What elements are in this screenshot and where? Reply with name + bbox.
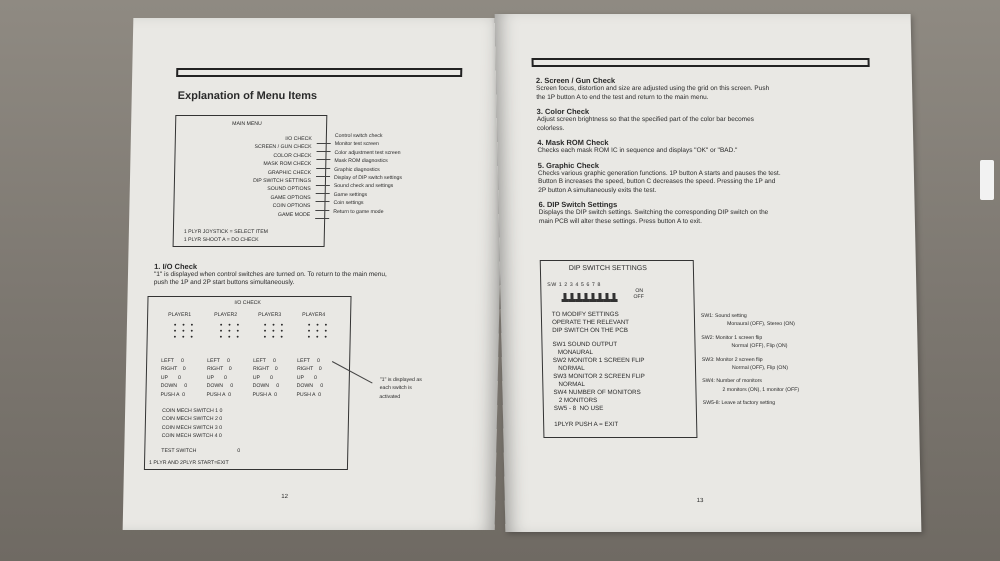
dip-exit-text: 1PLYR PUSH A = EXIT xyxy=(554,421,619,428)
menu-description: Coin settings xyxy=(333,200,364,207)
player-label: PLAYER4 xyxy=(302,312,326,318)
io-rows-p3: LEFT 0 RIGHT 0 UP 0 DOWN 0 PUSH A 0 xyxy=(252,358,280,398)
menu-item: COIN OPTIONS xyxy=(272,203,311,210)
main-menu-title: MAIN MENU xyxy=(232,121,262,127)
main-menu-footer-2: 1 PLYR SHOOT A = DO CHECK xyxy=(183,237,259,243)
menu-item: GRAPHIC CHECK xyxy=(267,169,312,176)
io-rows-p1: LEFT 0 RIGHT 0 UP 0 DOWN 0 PUSH A 0 xyxy=(160,358,188,398)
section-heading: 5. Graphic Check xyxy=(537,160,600,170)
section-line: the 1P button A to end the test and return to the main menu. xyxy=(536,93,709,101)
section-line: Adjust screen brightness so that the specified part of the color bar becomes xyxy=(536,116,755,123)
section-line: Checks various graphic generation functions. 1P button A starts and pauses the test. xyxy=(537,169,781,177)
header-bar xyxy=(531,58,869,67)
menu-item: COLOR CHECK xyxy=(273,152,312,159)
menu-description: Mask ROM diagnostics xyxy=(334,158,388,165)
section-heading: 3. Color Check xyxy=(536,107,590,116)
dip-off-label: OFF xyxy=(633,294,644,300)
section-line: colorless. xyxy=(536,124,565,132)
menu-descriptions xyxy=(333,132,403,216)
section-line: Screen focus, distortion and size are adjusted using the grid on this screen. Push xyxy=(536,85,770,92)
section-heading: 6. DIP Switch Settings xyxy=(538,200,618,209)
section-line: Checks each mask ROM IC in sequence and displays "OK" or "BAD." xyxy=(537,147,738,154)
io-annotation: "1" is displayed as each switch is activated xyxy=(379,377,422,400)
menu-item: MASK ROM CHECK xyxy=(263,161,312,168)
left-page xyxy=(123,18,506,530)
test-switch-label: TEST SWITCH xyxy=(161,448,197,454)
player-label: PLAYER1 xyxy=(168,312,192,318)
leader-lines xyxy=(315,139,331,223)
menu-item: GAME OPTIONS xyxy=(270,194,311,201)
menu-item: SOUND OPTIONS xyxy=(267,186,311,193)
main-menu-footer-1: 1 PLYR JOYSTICK = SELECT ITEM xyxy=(183,229,269,235)
section-line: Displays the DIP switch settings. Switching the corresponding DIP switch on the xyxy=(538,209,769,216)
section xyxy=(538,200,781,226)
dots-p4: • • • • • • • • • xyxy=(307,322,330,341)
player-label: PLAYER2 xyxy=(214,312,238,318)
section-line: main PCB will alter these settings. Press button A to exit. xyxy=(538,217,702,225)
dip-modify-text: TO MODIFY SETTINGS OPERATE THE RELEVANT DIP SWITCH ON THE PCB xyxy=(551,311,630,334)
menu-item: SCREEN / GUN CHECK xyxy=(254,144,312,151)
dip-sw-label: SW 1 2 3 4 5 6 7 8 xyxy=(547,282,602,288)
section xyxy=(537,138,780,156)
menu-item: I/O CHECK xyxy=(285,136,312,142)
menu-description: Sound check and settings xyxy=(333,183,394,190)
menu-description: Monitor test screen xyxy=(334,141,379,148)
section-line: 2P button A simultaneously exits the test. xyxy=(538,186,657,194)
section xyxy=(536,76,779,102)
bookmark-tab xyxy=(980,160,994,200)
dip-switch-box xyxy=(540,260,698,438)
right-page xyxy=(495,14,922,532)
header-bar xyxy=(176,68,462,77)
menu-description: Display of DIP switch settings xyxy=(333,175,403,182)
io-check-text-2: push the 1P and 2P start buttons simultaneously. xyxy=(153,279,295,286)
io-check-text-1: "1" is displayed when control switches are turned on. To return to the main menu, xyxy=(153,271,387,278)
page-number-right: 13 xyxy=(696,498,704,504)
io-exit-text: 1 PLYR AND 2PLYR START=EXIT xyxy=(148,460,229,466)
section-line: Button B increases the speed, button C decreases the speed. Pressing the 1P and xyxy=(538,178,776,185)
section-title: Explanation of Menu Items xyxy=(177,90,318,102)
page-number-left: 12 xyxy=(281,494,289,500)
dip-settings-list: SW1 SOUND OUTPUT MONAURAL SW2 MONITOR 1 SCREEN FLIP NORMAL SW3 MONITOR 2 SCREEN FLIP NORMAL SW4 NUMBER OF MONITORS 2 MONITORS SW5 - 8 NO USE xyxy=(552,341,645,412)
dip-note: SW2: Monitor 1 screen flip Normal (OFF), Flip (ON) xyxy=(701,334,788,350)
menu-description: Color adjustment test screen xyxy=(334,149,401,156)
io-check-box xyxy=(144,296,352,470)
menu-description: Graphic diagnostics xyxy=(334,166,380,173)
right-sections xyxy=(536,76,782,226)
dip-note: SW4: Number of monitors 2 monitors (ON), 1 monitor (OFF) xyxy=(702,378,800,393)
menu-description: Return to game mode xyxy=(333,208,384,215)
menu-item: GAME MODE xyxy=(277,211,311,218)
section xyxy=(537,107,780,133)
dip-notes xyxy=(701,312,800,408)
dip-note: SW1: Sound setting Monaural (OFF), Stereo (ON) xyxy=(700,313,795,328)
dip-note: SW5-8: Leave at factory setting xyxy=(702,400,776,407)
section xyxy=(538,161,781,196)
player-label: PLAYER3 xyxy=(258,312,282,318)
dots-p3: • • • • • • • • • xyxy=(263,322,286,341)
test-switch-value: 0 xyxy=(237,448,241,454)
dip-box-title: DIP SWITCH SETTINGS xyxy=(568,265,648,272)
section-heading: 4. Mask ROM Check xyxy=(537,138,609,147)
menu-description: Control switch check xyxy=(334,133,383,139)
dip-on-label: ON xyxy=(635,288,644,294)
dip-note: SW3: Monitor 2 screen flip Normal (OFF), Flip (ON) xyxy=(701,356,788,372)
io-rows-p2: LEFT 0 RIGHT 0 UP 0 DOWN 0 PUSH A 0 xyxy=(206,358,234,398)
menu-item: DIP SWITCH SETTINGS xyxy=(253,178,312,185)
dots-p1: • • • • • • • • • xyxy=(173,322,196,341)
section-heading: 2. Screen / Gun Check xyxy=(535,76,616,85)
io-box-title: I/O CHECK xyxy=(234,300,261,306)
io-check-heading: 1. I/O Check xyxy=(154,262,198,271)
main-menu-items xyxy=(220,135,312,219)
dip-switches xyxy=(563,289,619,307)
io-rows-p4: LEFT 0 RIGHT 0 UP 0 DOWN 0 PUSH A 0 xyxy=(296,358,324,398)
dots-p2: • • • • • • • • • xyxy=(219,322,242,341)
main-menu-box xyxy=(173,115,328,247)
coin-mech-list: COIN MECH SWITCH 1 0 COIN MECH SWITCH 2 0 COIN MECH SWITCH 3 0 COIN MECH SWITCH 4 0 xyxy=(161,408,223,440)
menu-description: Game settings xyxy=(333,191,368,198)
